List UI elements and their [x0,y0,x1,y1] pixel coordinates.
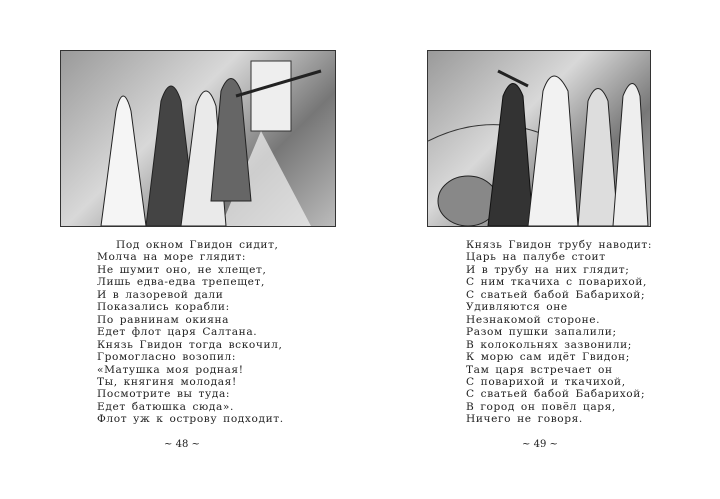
poem-line: Лишь едва-едва трепещет, [97,276,265,289]
poem-right [466,239,652,426]
poem-line: Показались корабли: [97,301,230,314]
poem-line: С сватьей бабой Бабарихой; [466,388,646,401]
ornament-icon: ~ [191,439,200,450]
poem-line: Посмотрите вы туда: [97,388,231,401]
illustration-figures [428,51,650,226]
poem-line: Царь на палубе стоит [466,251,606,264]
poem-line: И в трубу на них глядит; [466,263,630,276]
poem-line: Разом пушки запалили; [466,326,617,339]
poem-line: Едет батюшка сюда». [97,400,234,413]
poem-line: Ничего не говоря. [466,413,583,426]
poem-left [97,239,284,426]
page-number-left [152,439,212,450]
ornament-icon: ~ [164,439,173,450]
poem-line: Не шумит оно, не хлещет, [97,263,267,276]
ornament-icon: ~ [549,439,558,450]
poem-line: С поварихой и ткачихой, [466,375,626,388]
poem-line: Незнакомой стороне. [466,313,601,326]
poem-line: В колокольнях зазвонили; [466,338,632,351]
poem-line: Удивляются оне [466,301,568,314]
poem-line: С ним ткачиха с поварихой, [466,276,647,289]
poem-line: Громогласно возопил: [97,351,237,364]
poem-line: Молча на море глядит: [97,251,246,264]
poem-line: В город он повёл царя, [466,400,616,413]
poem-line: Под окном Гвидон сидит, [116,239,279,251]
poem-line: Ты, княгиня молодая! [97,375,237,388]
ornament-icon: ~ [522,439,531,450]
illustration-figures [61,51,335,226]
poem-line: Князь Гвидон тогда вскочил, [97,338,283,351]
poem-line: Там царя встречает он [466,363,613,376]
poem-line: По равнинам окияна [97,313,230,326]
page-number: 49 [533,439,547,450]
illustration-tsar-on-ship [427,50,651,227]
poem-line: С сватьей бабой Бабарихой; [466,288,646,301]
poem-line: «Матушка моя родная! [97,363,244,376]
poem-line: Едет флот царя Салтана. [97,326,258,339]
poem-line: К морю сам идёт Гвидон; [466,351,630,364]
page-number: 48 [175,439,189,450]
poem-line: Князь Гвидон трубу наводит: [466,239,653,251]
poem-line: И в лазоревой дали [97,288,224,301]
page-number-right [510,439,570,450]
poem-line: Флот уж к острову подходит. [97,413,284,426]
illustration-gvidon-and-princess [60,50,336,227]
